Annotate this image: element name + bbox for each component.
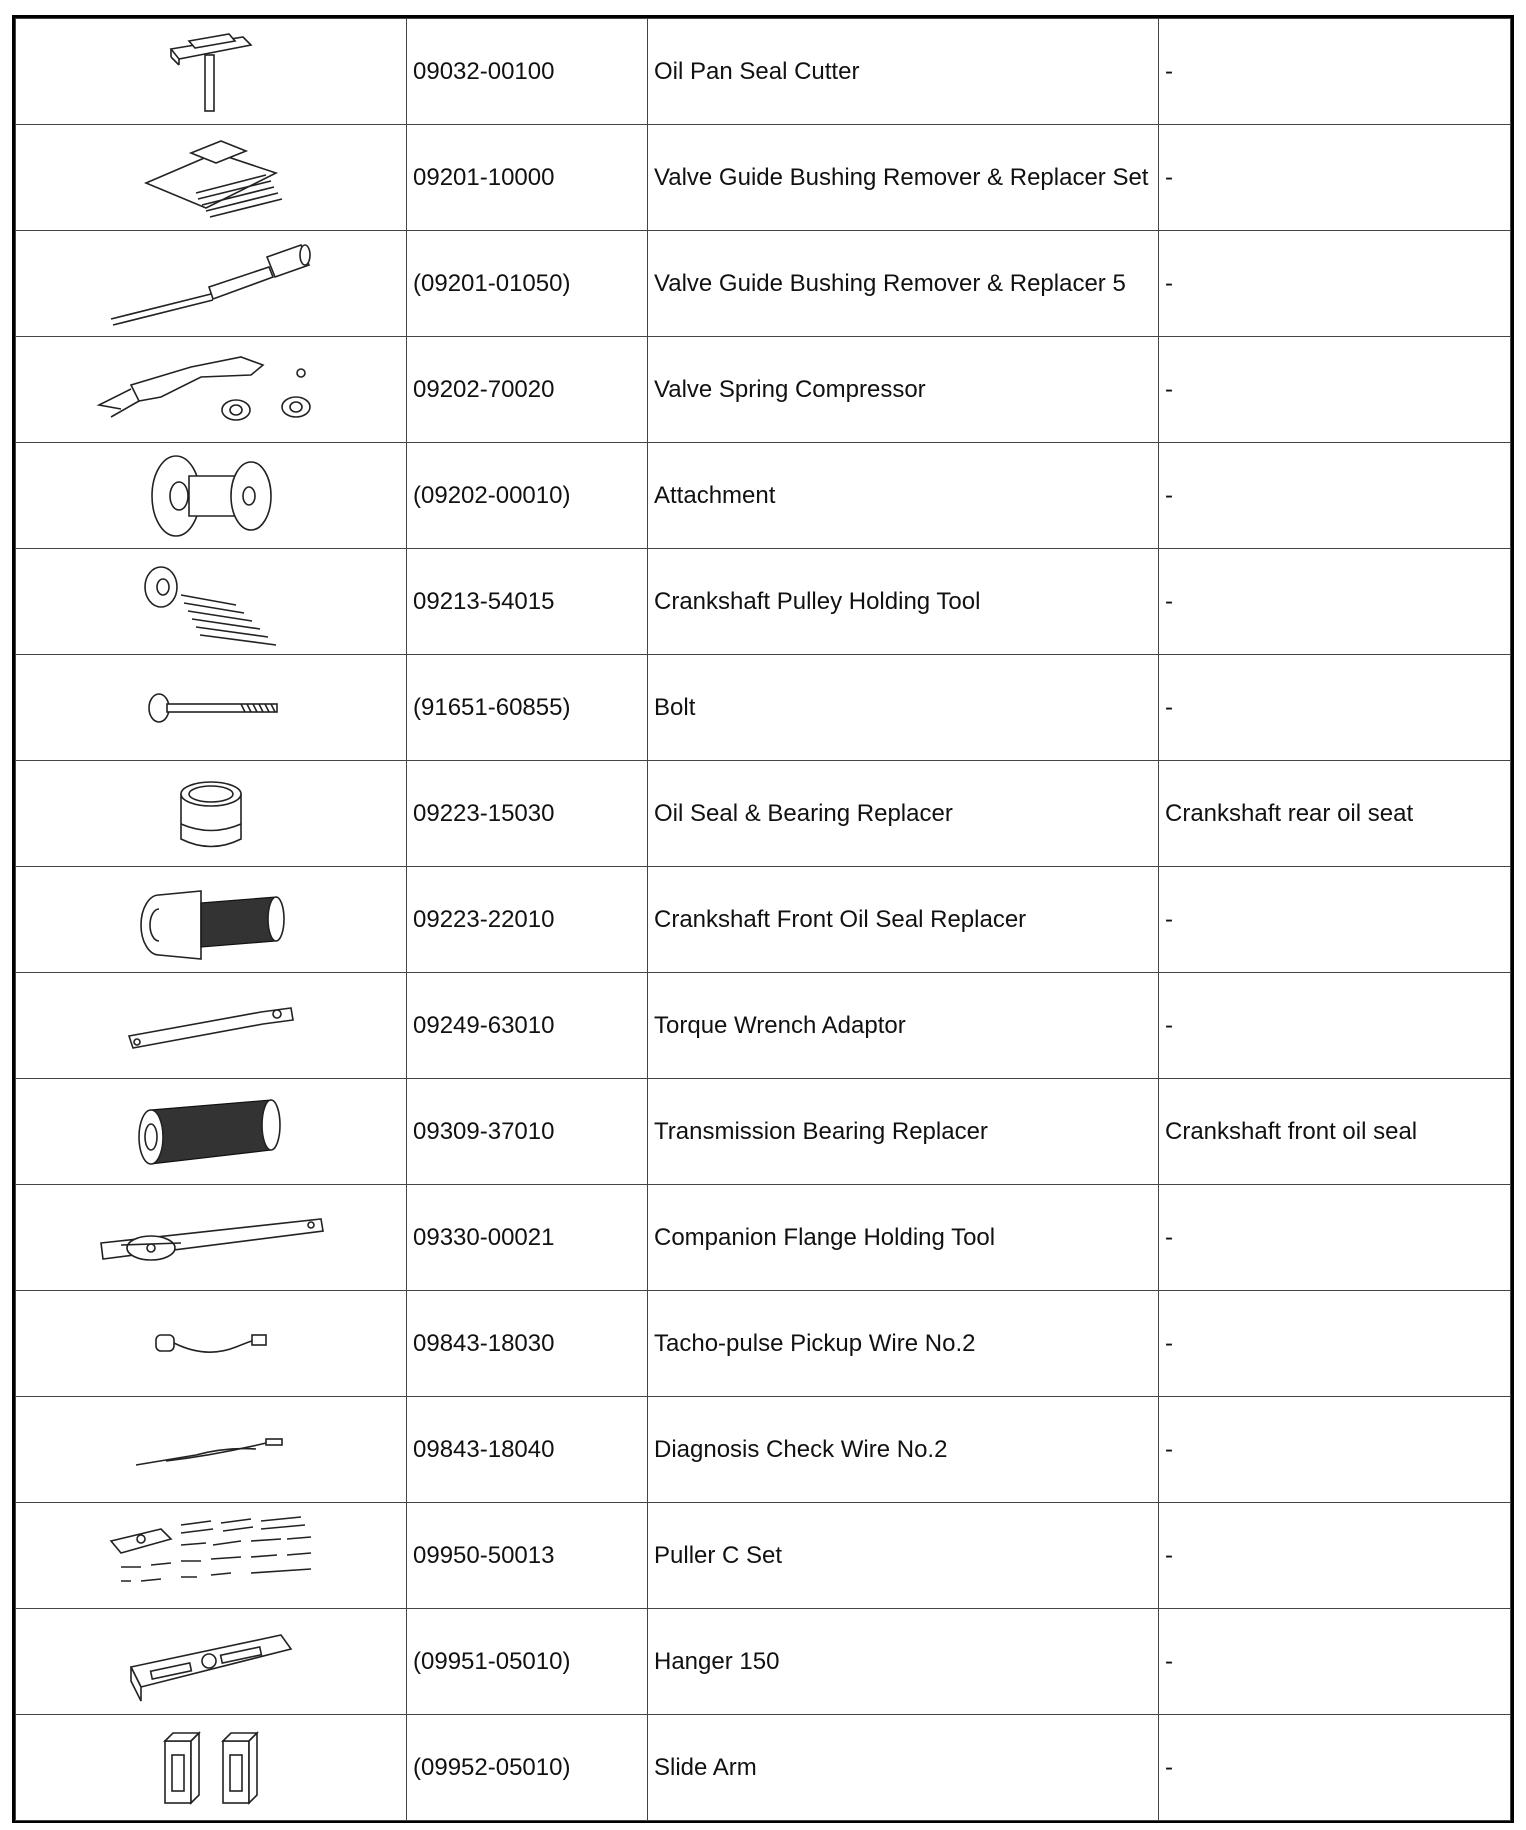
- tool-name: Valve Spring Compressor: [648, 337, 1159, 443]
- tool-name: Puller C Set: [648, 1503, 1159, 1609]
- table-row: [16, 443, 1511, 549]
- table-row: [16, 1397, 1511, 1503]
- table-row: [16, 867, 1511, 973]
- tool-note: -: [1159, 125, 1511, 231]
- tool-name: Oil Seal & Bearing Replacer: [648, 761, 1159, 867]
- bolt-icon: [141, 678, 281, 738]
- tool-name: Slide Arm: [648, 1715, 1159, 1821]
- part-number: 09843-18030: [407, 1291, 648, 1397]
- valve-spring-compressor-icon: [91, 345, 331, 435]
- tool-note: Crankshaft front oil seal: [1159, 1079, 1511, 1185]
- part-number: 09309-37010: [407, 1079, 648, 1185]
- tool-note: -: [1159, 1291, 1511, 1397]
- tool-note: -: [1159, 973, 1511, 1079]
- part-number: (09201-01050): [407, 231, 648, 337]
- table-row: [16, 761, 1511, 867]
- oil-seal-bearing-replacer-icon: [166, 769, 256, 859]
- table-row: [16, 1185, 1511, 1291]
- tool-illustration-cell: [16, 1397, 407, 1503]
- table-row: [16, 973, 1511, 1079]
- tool-name: Transmission Bearing Replacer: [648, 1079, 1159, 1185]
- tool-name: Crankshaft Front Oil Seal Replacer: [648, 867, 1159, 973]
- torque-wrench-adaptor-icon: [121, 996, 301, 1056]
- tool-note: -: [1159, 19, 1511, 125]
- tool-note: Crankshaft rear oil seat: [1159, 761, 1511, 867]
- tool-note: -: [1159, 1503, 1511, 1609]
- tool-note: -: [1159, 1609, 1511, 1715]
- tool-note: -: [1159, 337, 1511, 443]
- slide-arm-icon: [151, 1723, 271, 1813]
- tool-name: Valve Guide Bushing Remover & Replacer 5: [648, 231, 1159, 337]
- part-number: 09223-15030: [407, 761, 648, 867]
- companion-flange-holding-tool-icon: [91, 1203, 331, 1273]
- tool-illustration-cell: [16, 1609, 407, 1715]
- table-row: [16, 19, 1511, 125]
- tool-name: Attachment: [648, 443, 1159, 549]
- part-number: 09223-22010: [407, 867, 648, 973]
- tool-note: -: [1159, 1715, 1511, 1821]
- tool-illustration-cell: [16, 549, 407, 655]
- table-row: [16, 655, 1511, 761]
- tool-note: -: [1159, 1397, 1511, 1503]
- valve-guide-bushing-remover-icon: [101, 239, 321, 329]
- table-row: [16, 1609, 1511, 1715]
- oil-pan-seal-cutter-icon: [151, 27, 271, 117]
- part-number: 09201-10000: [407, 125, 648, 231]
- tool-illustration-cell: [16, 655, 407, 761]
- tool-illustration-cell: [16, 231, 407, 337]
- tool-illustration-cell: [16, 1079, 407, 1185]
- crankshaft-pulley-holding-tool-icon: [136, 557, 286, 647]
- table-row: [16, 231, 1511, 337]
- attachment-icon: [141, 451, 281, 541]
- part-number: 09330-00021: [407, 1185, 648, 1291]
- part-number: (09202-00010): [407, 443, 648, 549]
- tool-illustration-cell: [16, 1503, 407, 1609]
- tool-note: -: [1159, 1185, 1511, 1291]
- tool-illustration-cell: [16, 1185, 407, 1291]
- tools-table: [15, 18, 1511, 1821]
- part-number: (09951-05010): [407, 1609, 648, 1715]
- part-number: 09950-50013: [407, 1503, 648, 1609]
- tool-note: -: [1159, 867, 1511, 973]
- tool-name: Crankshaft Pulley Holding Tool: [648, 549, 1159, 655]
- tool-note: -: [1159, 231, 1511, 337]
- tool-name: Oil Pan Seal Cutter: [648, 19, 1159, 125]
- tool-name: Diagnosis Check Wire No.2: [648, 1397, 1159, 1503]
- tool-name: Valve Guide Bushing Remover & Replacer Set: [648, 125, 1159, 231]
- tool-name: Tacho-pulse Pickup Wire No.2: [648, 1291, 1159, 1397]
- tool-illustration-cell: [16, 337, 407, 443]
- tool-note: -: [1159, 655, 1511, 761]
- tool-illustration-cell: [16, 1291, 407, 1397]
- crankshaft-front-oil-seal-replacer-icon: [131, 875, 291, 965]
- table-row: [16, 1715, 1511, 1821]
- tool-note: -: [1159, 549, 1511, 655]
- table-row: [16, 1079, 1511, 1185]
- tool-illustration-cell: [16, 125, 407, 231]
- special-service-tools-table: [12, 15, 1514, 1823]
- hanger-icon: [121, 1617, 301, 1707]
- valve-guide-bushing-set-icon: [136, 133, 286, 223]
- tool-note: -: [1159, 443, 1511, 549]
- tool-illustration-cell: [16, 443, 407, 549]
- tool-name: Bolt: [648, 655, 1159, 761]
- puller-c-set-icon: [101, 1511, 321, 1601]
- tool-name: Hanger 150: [648, 1609, 1159, 1715]
- table-row: [16, 125, 1511, 231]
- tool-illustration-cell: [16, 1715, 407, 1821]
- part-number: (09952-05010): [407, 1715, 648, 1821]
- tool-illustration-cell: [16, 761, 407, 867]
- table-row: [16, 549, 1511, 655]
- table-row: [16, 337, 1511, 443]
- part-number: 09032-00100: [407, 19, 648, 125]
- tacho-pulse-pickup-wire-icon: [146, 1319, 276, 1369]
- tool-illustration-cell: [16, 867, 407, 973]
- part-number: 09202-70020: [407, 337, 648, 443]
- part-number: 09843-18040: [407, 1397, 648, 1503]
- tool-illustration-cell: [16, 19, 407, 125]
- part-number: (91651-60855): [407, 655, 648, 761]
- tool-name: Torque Wrench Adaptor: [648, 973, 1159, 1079]
- part-number: 09249-63010: [407, 973, 648, 1079]
- diagnosis-check-wire-icon: [126, 1425, 296, 1475]
- table-row: [16, 1503, 1511, 1609]
- part-number: 09213-54015: [407, 549, 648, 655]
- table-row: [16, 1291, 1511, 1397]
- transmission-bearing-replacer-icon: [131, 1092, 291, 1172]
- tool-illustration-cell: [16, 973, 407, 1079]
- tool-name: Companion Flange Holding Tool: [648, 1185, 1159, 1291]
